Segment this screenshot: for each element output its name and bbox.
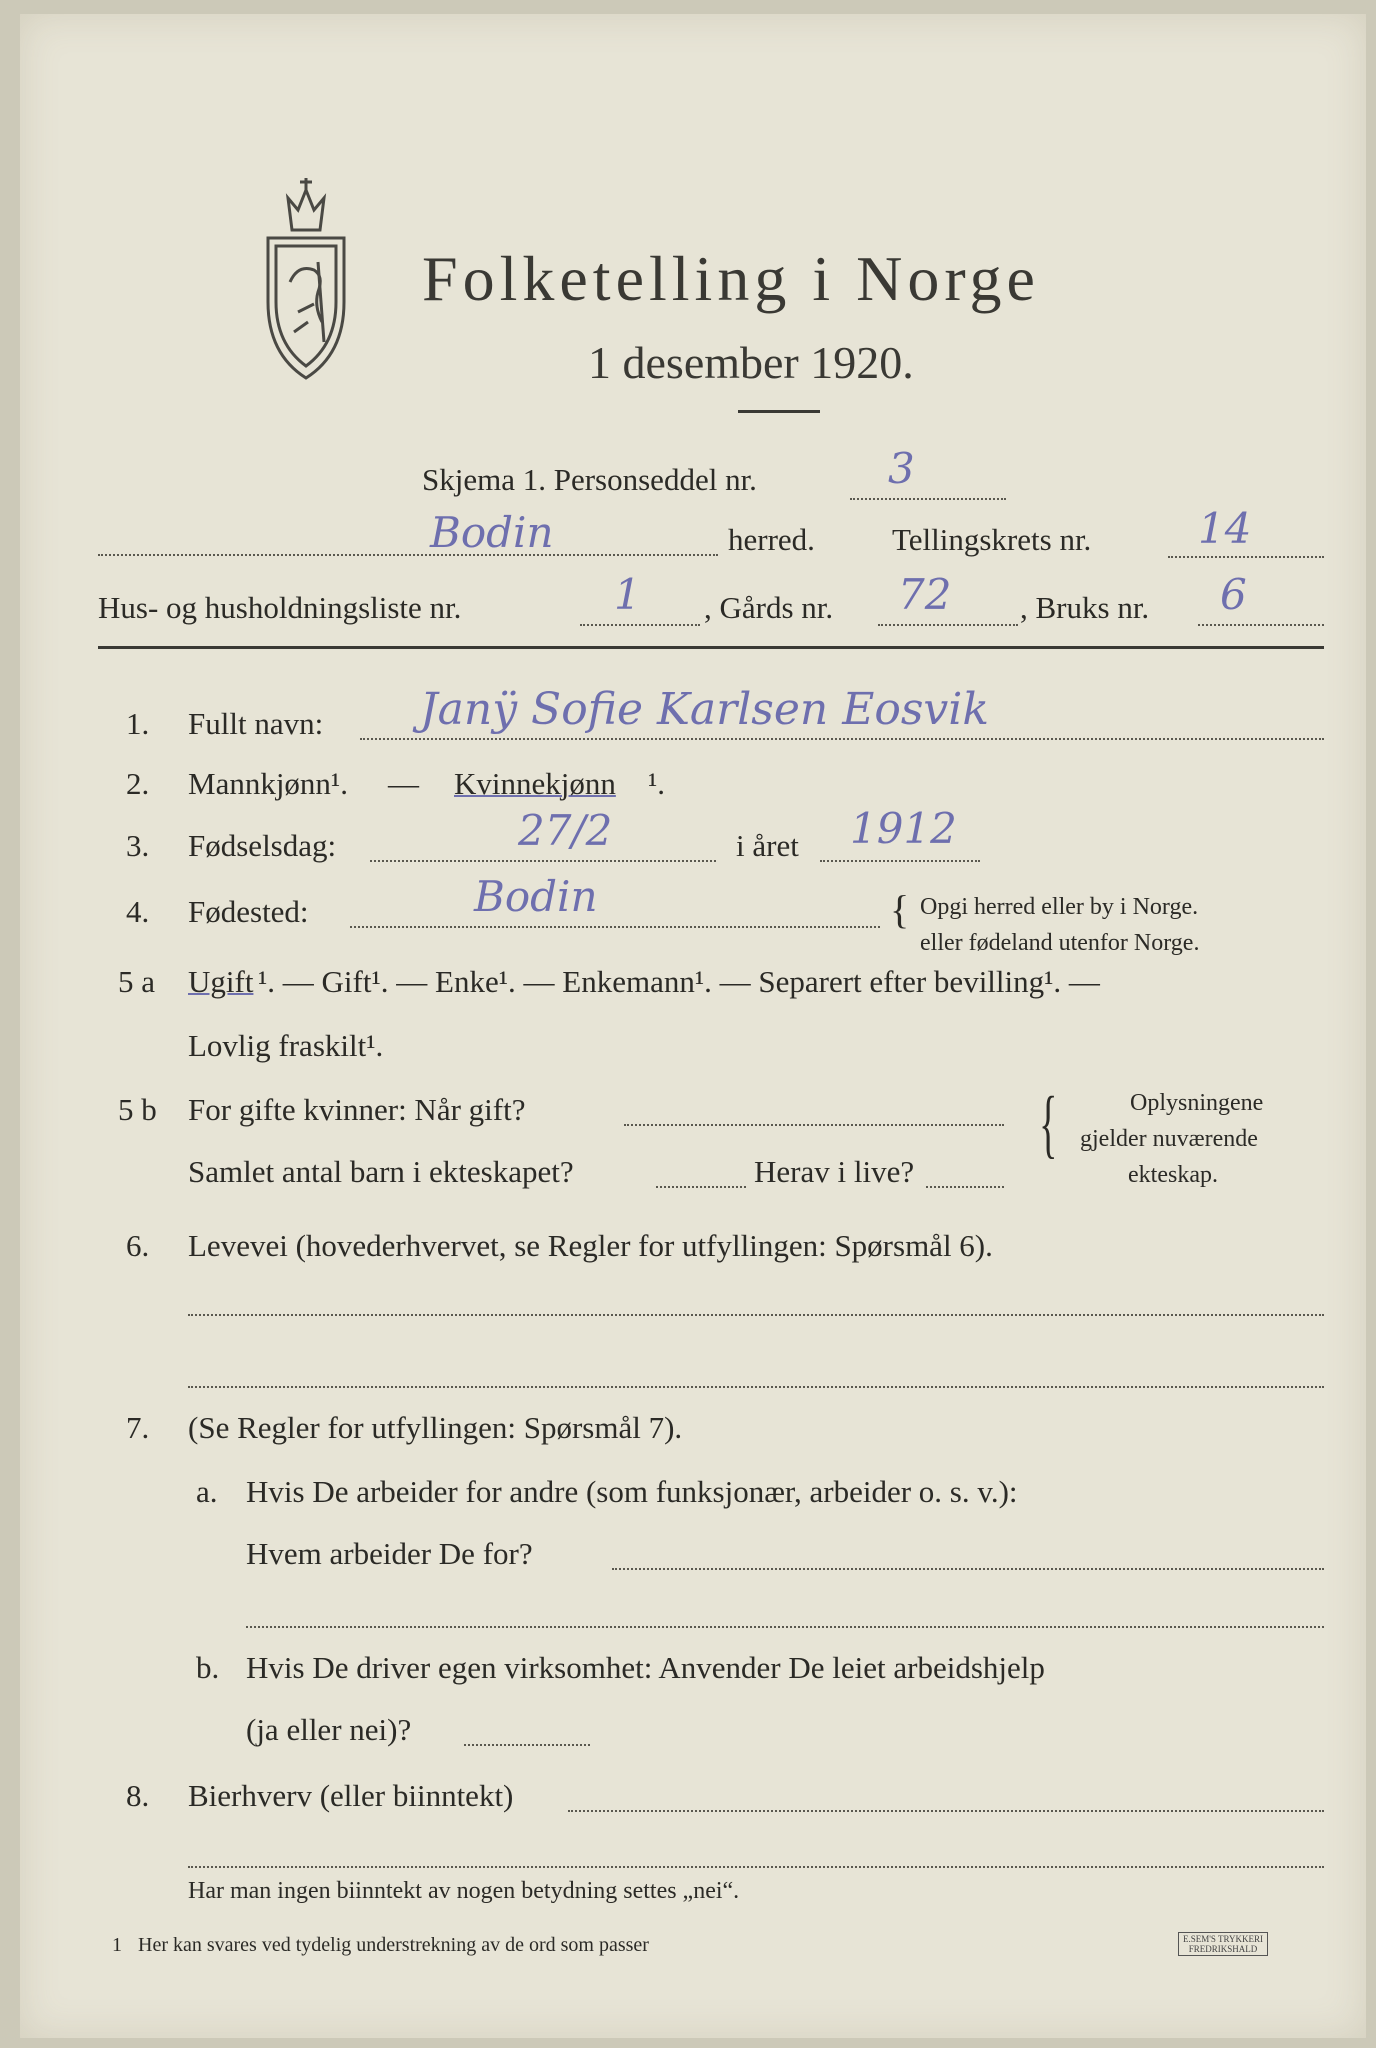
tellingskrets-value: 14	[1198, 504, 1252, 553]
q5b-children-line	[656, 1186, 746, 1188]
q4-note-line1: Opgi herred eller by i Norge.	[920, 894, 1199, 920]
title-divider	[738, 410, 820, 413]
q7a-line2: Hvem arbeider De for?	[246, 1536, 533, 1571]
q1-line	[360, 738, 1324, 740]
q7a-answer-line2	[246, 1626, 1324, 1628]
bruks-label: , Bruks nr.	[1020, 590, 1150, 625]
q5b-married-line	[624, 1124, 1004, 1126]
q4-number: 4.	[126, 894, 150, 929]
footnote-text: Her kan svares ved tydelig understrekning av de ord som passer	[138, 1934, 649, 1956]
census-date: 1 desember 1920.	[588, 337, 914, 388]
q1-full-name-value: Janÿ Sofie Karlsen Eosvik	[420, 684, 989, 735]
schema-number-value: 3	[888, 444, 915, 493]
q5b-alive-label: Herav i live?	[754, 1154, 915, 1189]
q5b-alive-line	[926, 1186, 1004, 1188]
herred-value: Bodin	[430, 508, 554, 557]
q3-year-label: i året	[736, 828, 799, 863]
q4-line	[350, 926, 880, 928]
q7a-answer-line1	[612, 1568, 1324, 1570]
q8-label: Bierhverv (eller biinntekt)	[188, 1778, 514, 1813]
q3-number: 3.	[126, 828, 150, 863]
q2-female-superscript: ¹.	[648, 766, 666, 801]
schema-label: Skjema 1. Personseddel nr.	[422, 462, 757, 497]
q8-answer-line2	[188, 1866, 1324, 1868]
q5b-note-line3: ekteskap.	[1128, 1162, 1218, 1188]
q5a-other-options: ¹. — Gift¹. — Enke¹. — Enkemann¹. — Separert efter bevilling¹. —	[258, 964, 1100, 999]
schema-number-line	[850, 498, 1006, 500]
printer-stamp	[1178, 1932, 1268, 1956]
coat-of-arms-icon	[258, 172, 354, 384]
q5a-line2: Lovlig fraskilt¹.	[188, 1028, 384, 1063]
q3-birth-date-value: 27/2	[518, 806, 613, 855]
q6-line2	[188, 1386, 1324, 1388]
q7b-line2: (ja eller nei)?	[246, 1712, 412, 1747]
census-form-page	[20, 14, 1366, 2038]
q6-line1	[188, 1314, 1324, 1316]
q8-number: 8.	[126, 1778, 150, 1813]
printer-stamp-line1: E.SEM'S TRYKKERI	[1183, 1934, 1263, 1944]
q5b-married-label: For gifte kvinner: Når gift?	[188, 1092, 526, 1127]
tellingskrets-line	[1168, 556, 1324, 558]
q2-male-option: Mannkjønn¹.	[188, 766, 348, 801]
household-list-line	[580, 624, 700, 626]
herred-line	[98, 554, 718, 556]
q5b-note-line2: gjelder nuværende	[1080, 1126, 1258, 1152]
q8-note: Har man ingen biinntekt av nogen betydning settes „nei“.	[188, 1878, 740, 1904]
gards-label: , Gårds nr.	[704, 590, 834, 625]
form-title: Folketelling i Norge	[422, 243, 1040, 314]
q1-label: Fullt navn:	[188, 706, 324, 741]
q4-note-line2: eller fødeland utenfor Norge.	[920, 930, 1200, 956]
q5b-number: 5 b	[118, 1092, 157, 1127]
q4-label: Fødested:	[188, 894, 309, 929]
q5a-ugift-option-underlined: Ugift	[188, 964, 254, 999]
q2-female-option-underlined: Kvinnekjønn	[454, 766, 616, 801]
q7a-letter: a.	[196, 1474, 218, 1509]
bruks-value: 6	[1220, 570, 1247, 619]
q4-birthplace-value: Bodin	[474, 872, 598, 921]
q5a-number: 5 a	[118, 964, 156, 999]
household-list-value: 1	[614, 570, 641, 619]
q5b-note-line1: Oplysningene	[1130, 1090, 1264, 1116]
q2-separator: —	[388, 766, 419, 801]
bruks-line	[1198, 624, 1324, 626]
gards-line	[878, 624, 1018, 626]
footnote-mark: 1	[112, 1934, 122, 1956]
q7b-answer-line	[464, 1744, 590, 1746]
printer-stamp-line2: FREDRIKSHALD	[1188, 1944, 1258, 1954]
q6-number: 6.	[126, 1228, 150, 1263]
gards-value: 72	[898, 570, 952, 619]
q7-label: (Se Regler for utfyllingen: Spørsmål 7).	[188, 1410, 683, 1445]
tellingskrets-label: Tellingskrets nr.	[892, 522, 1092, 557]
q3-date-line	[370, 860, 716, 862]
q5b-children-label: Samlet antal barn i ekteskapet?	[188, 1154, 574, 1189]
q4-note-brace: {	[890, 887, 910, 932]
q7b-letter: b.	[196, 1650, 220, 1685]
q7-number: 7.	[126, 1410, 150, 1445]
q2-number: 2.	[126, 766, 150, 801]
q3-label: Fødselsdag:	[188, 828, 337, 863]
herred-label: herred.	[728, 522, 815, 557]
q1-number: 1.	[126, 706, 150, 741]
q5b-note-brace: {	[1039, 1082, 1058, 1166]
header-rule	[98, 646, 1324, 649]
q7b-line1: Hvis De driver egen virksomhet: Anvender De leiet arbeidshjelp	[246, 1650, 1045, 1685]
q8-answer-line1	[568, 1810, 1324, 1812]
q3-year-line	[820, 860, 980, 862]
household-list-label: Hus- og husholdningsliste nr.	[98, 590, 462, 625]
q3-birth-year-value: 1912	[850, 804, 957, 853]
q7a-line1: Hvis De arbeider for andre (som funksjonær, arbeider o. s. v.):	[246, 1474, 1018, 1509]
q6-label: Levevei (hovederhvervet, se Regler for utfyllingen: Spørsmål 6).	[188, 1228, 993, 1263]
